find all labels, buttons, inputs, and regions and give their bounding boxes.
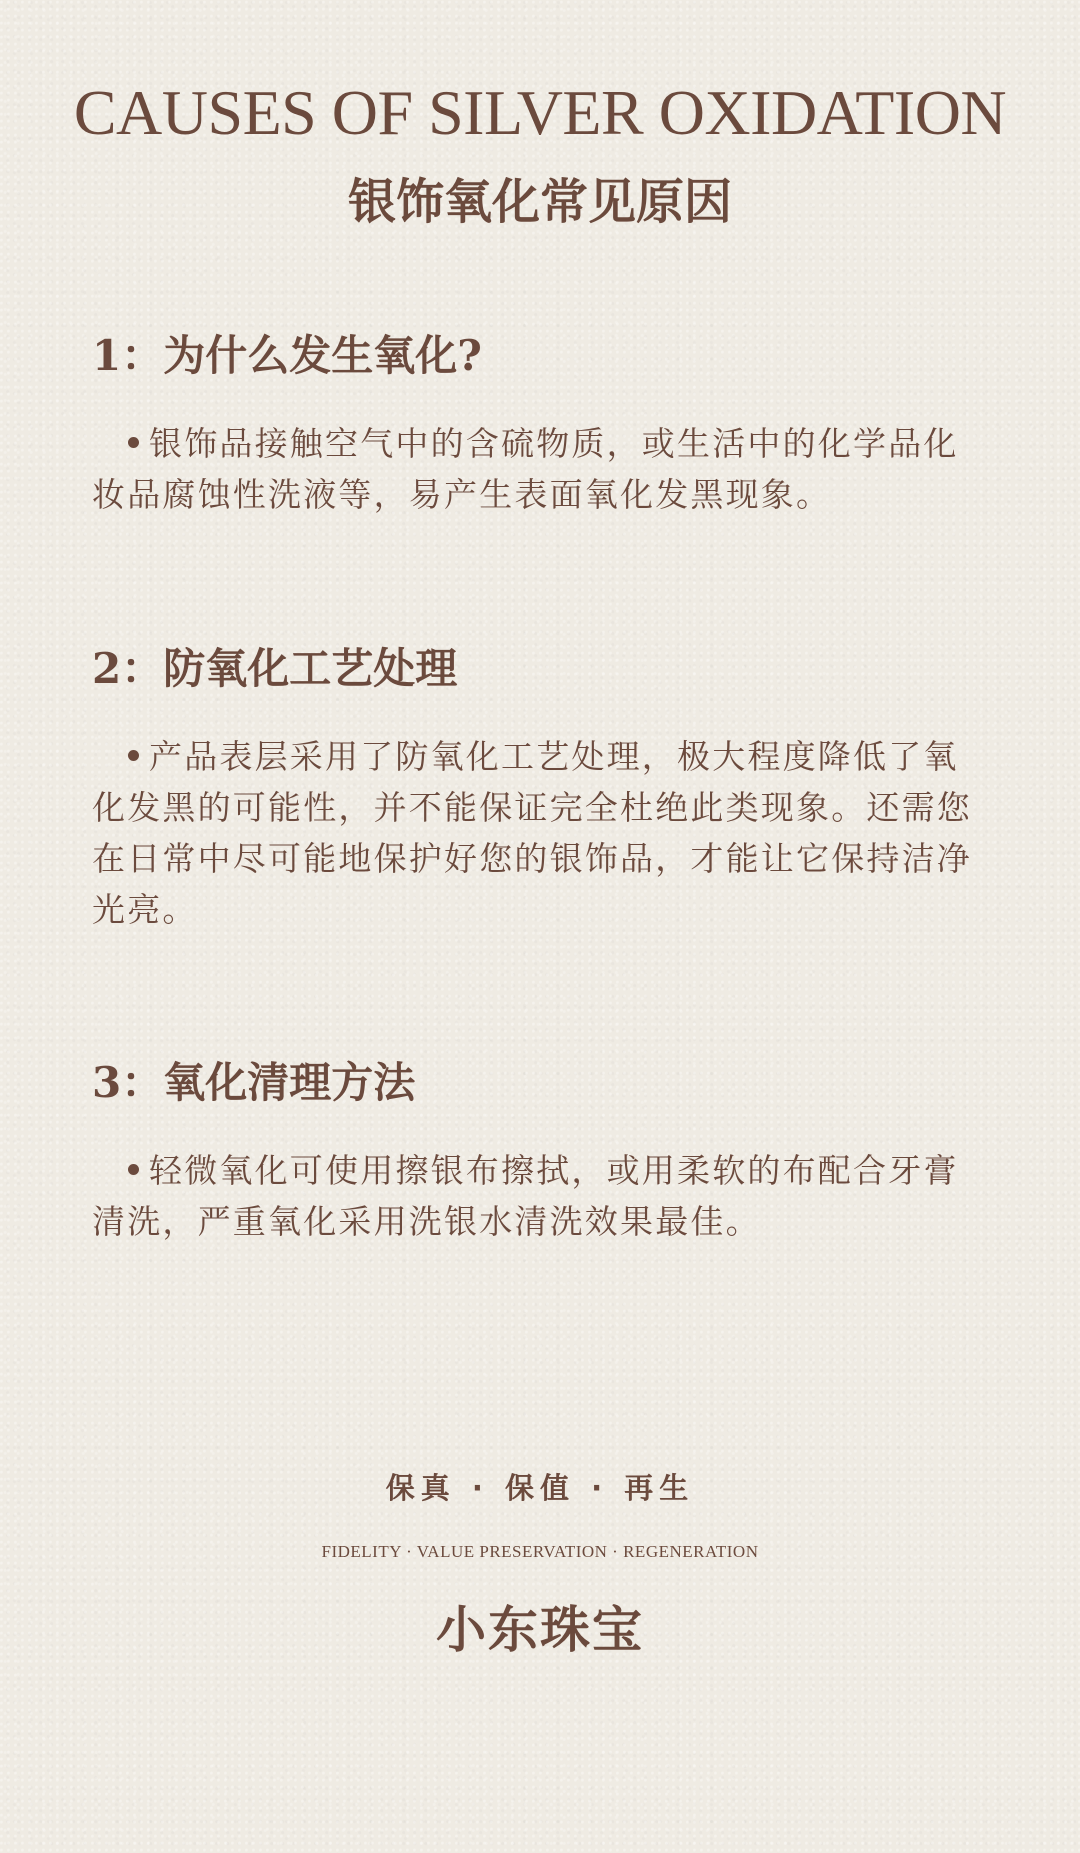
section-body: [92, 418, 992, 520]
brand-logo: 小东珠宝: [436, 1601, 644, 1659]
section-body: [92, 731, 992, 935]
section-body-text: 银饰品接触空气中的含硫物质，或生活中的化学品化妆品腐蚀性洗液等，易产生表面氧化发黑现象。: [92, 424, 959, 514]
section-cleaning-method: [92, 1055, 992, 1247]
bullet-icon: [128, 437, 139, 448]
page-title-cn: 银饰氧化常见原因: [347, 174, 732, 230]
section-why-oxidation: [92, 328, 992, 520]
section-heading: 1：为什么发生氧化?: [92, 331, 482, 380]
slogan-en: FIDELITY · VALUE PRESERVATION · REGENERATION: [321, 1542, 759, 1561]
section-body: [92, 1145, 992, 1247]
bullet-icon: [128, 1164, 139, 1175]
bullet-icon: [128, 750, 139, 761]
section-heading: 3：氧化清理方法: [92, 1058, 416, 1107]
section-anti-oxidation: [92, 641, 992, 935]
section-body-text: 产品表层采用了防氧化工艺处理，极大程度降低了氧化发黑的可能性，并不能保证完全杜绝此类现象。还需您在日常中尽可能地保护好您的银饰品，才能让它保持洁净光亮。: [92, 737, 972, 929]
section-body-text: 轻微氧化可使用擦银布擦拭，或用柔软的布配合牙膏清洗，严重氧化采用洗银水清洗效果最佳。: [92, 1151, 959, 1241]
section-heading: 2：防氧化工艺处理: [92, 644, 458, 693]
slogan-cn: 保真 · 保值 · 再生: [385, 1471, 695, 1505]
page-title-en: CAUSES OF SILVER OXIDATION: [73, 77, 1007, 148]
